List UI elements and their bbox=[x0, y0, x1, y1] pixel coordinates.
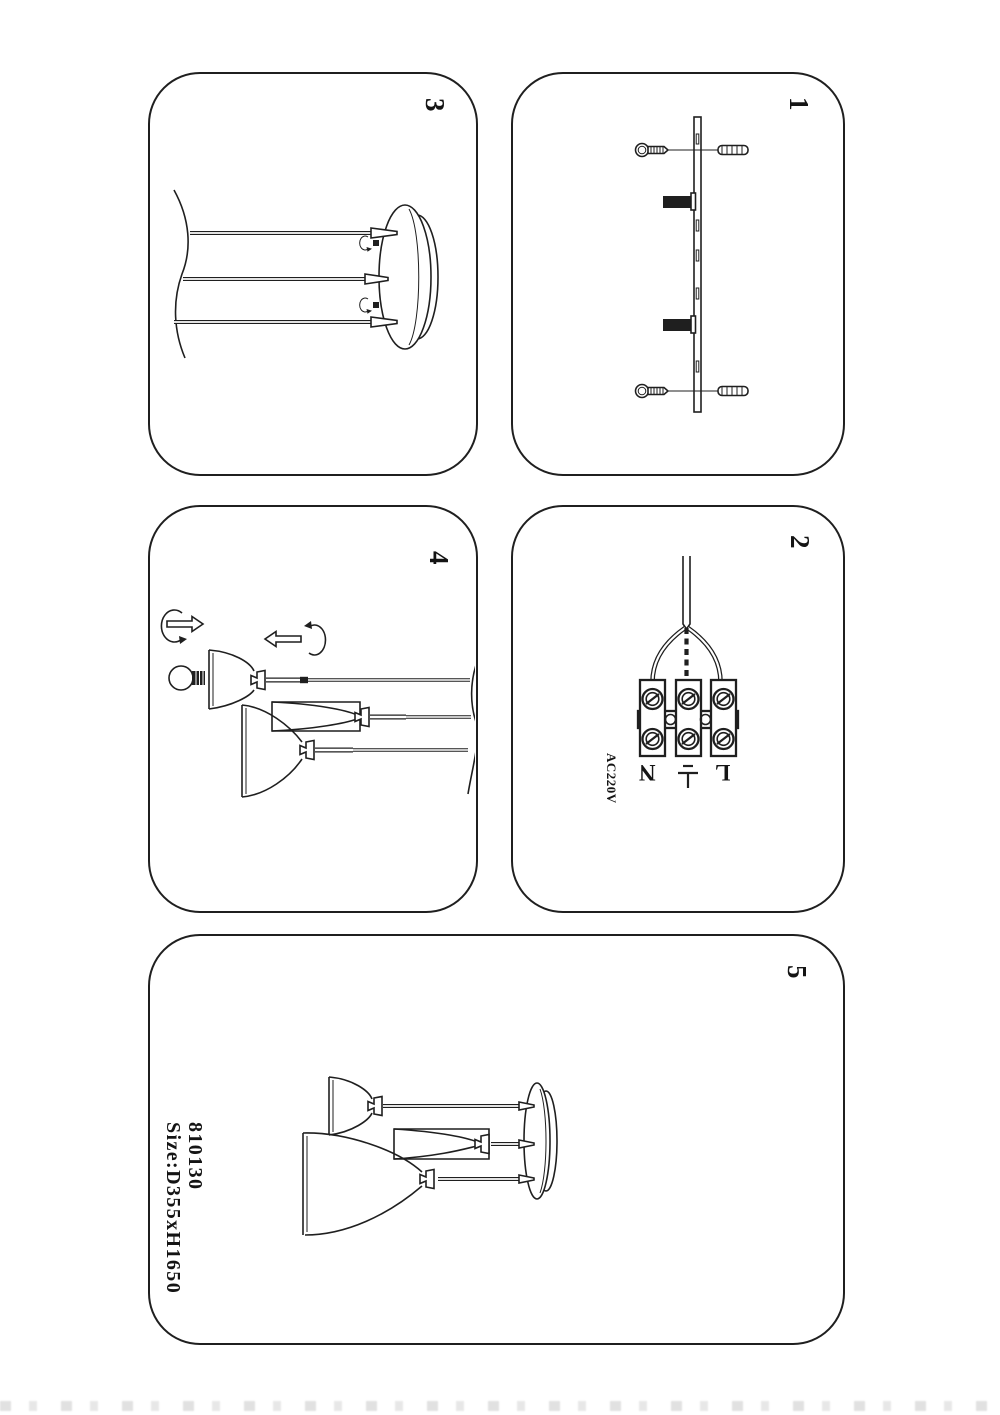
suspension-cable bbox=[174, 233, 372, 322]
socket-nipple bbox=[300, 741, 314, 760]
panel-step-5 bbox=[148, 934, 845, 1345]
earth-ground-icon bbox=[678, 766, 698, 788]
direction-arrow-icon bbox=[265, 632, 301, 647]
panel-step-2 bbox=[511, 505, 845, 913]
socket-nipple bbox=[355, 708, 369, 727]
step4-drawing bbox=[150, 507, 475, 910]
suspension-cable bbox=[383, 1106, 522, 1179]
step3-drawing bbox=[150, 74, 475, 473]
wall-anchor bbox=[718, 387, 748, 396]
rotation-arrow-icon bbox=[304, 621, 325, 655]
mounting-bar bbox=[694, 117, 701, 412]
lamp-shade bbox=[272, 702, 360, 731]
step5-drawing bbox=[150, 936, 842, 1342]
direction-arrow-icon bbox=[167, 617, 203, 632]
scan-edge-artifact bbox=[0, 1401, 1000, 1411]
rotation-arrow-icon bbox=[360, 236, 379, 252]
suspension-rod bbox=[266, 677, 470, 683]
wire-neutral bbox=[653, 628, 686, 682]
lamp-shade bbox=[329, 1077, 372, 1135]
wire-live bbox=[688, 628, 721, 682]
mounting-stud bbox=[663, 193, 696, 210]
socket-nipple bbox=[475, 1135, 489, 1154]
step-number: 1 bbox=[784, 97, 814, 111]
wall-screw bbox=[636, 144, 721, 157]
ceiling-break-line bbox=[468, 654, 475, 794]
step-number: 3 bbox=[420, 98, 450, 112]
step-number: 2 bbox=[785, 535, 815, 549]
panel-step-4 bbox=[148, 505, 478, 913]
lamp-shade bbox=[209, 650, 254, 709]
socket-nipple bbox=[420, 1170, 434, 1189]
socket-nipple bbox=[251, 671, 265, 690]
product-size: Size:D355xH1650 bbox=[162, 1122, 184, 1295]
ceiling-break-line bbox=[174, 190, 188, 358]
socket-nipple bbox=[368, 1097, 382, 1116]
lamp-shade bbox=[303, 1133, 422, 1235]
product-info bbox=[162, 1122, 206, 1322]
wall-screw bbox=[636, 385, 721, 398]
terminal-label-neutral: N bbox=[639, 760, 656, 785]
rotation-arrow-icon bbox=[360, 298, 379, 314]
step2-drawing bbox=[513, 507, 842, 910]
voltage-label: AC220V bbox=[604, 753, 619, 804]
panel-step-3 bbox=[148, 72, 478, 476]
mounting-stud bbox=[663, 316, 696, 333]
power-cable bbox=[683, 556, 690, 629]
step1-drawing bbox=[513, 74, 842, 473]
step-number: 5 bbox=[782, 965, 812, 979]
light-bulb-icon bbox=[169, 666, 205, 690]
product-code: 810130 bbox=[184, 1122, 206, 1191]
step-number: 4 bbox=[424, 551, 454, 565]
wall-anchor bbox=[718, 146, 748, 155]
terminal-label-live: L bbox=[715, 760, 731, 785]
panel-step-1 bbox=[511, 72, 845, 476]
